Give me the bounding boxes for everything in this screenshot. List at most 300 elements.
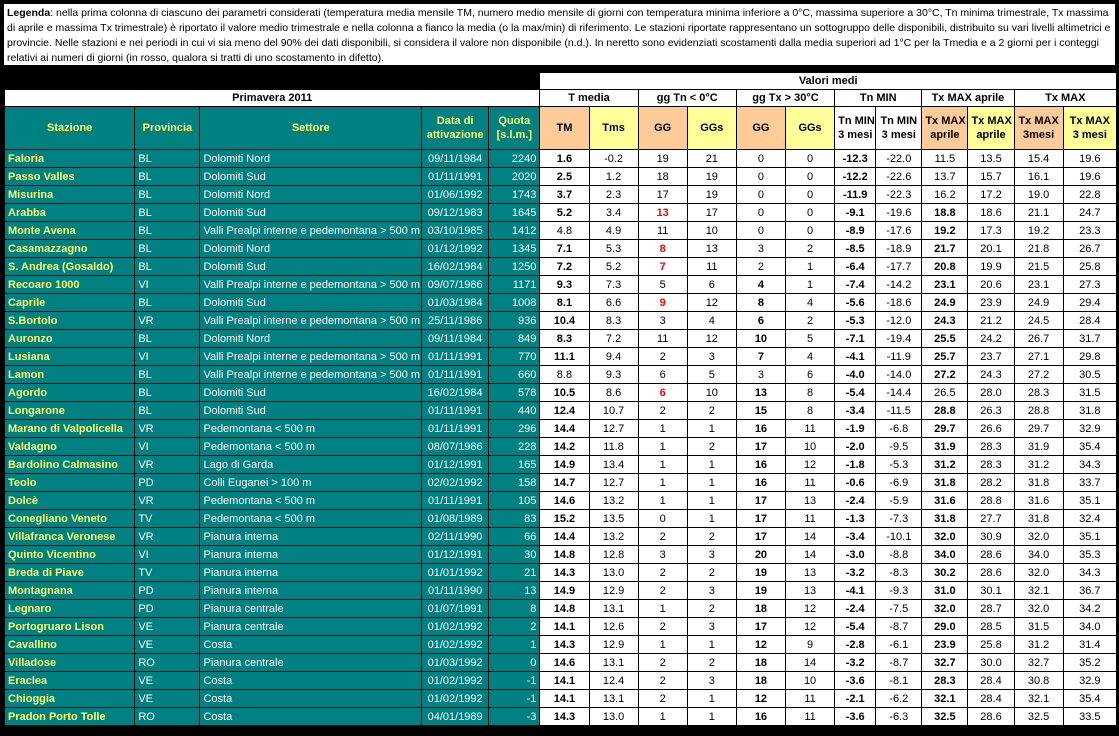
- group-header: Tx MAX: [1014, 90, 1116, 107]
- altitude: 578: [489, 384, 540, 402]
- value-cell: 2: [638, 582, 687, 600]
- value-cell: -5.9: [876, 492, 922, 510]
- value-cell: -8.7: [876, 654, 922, 672]
- sub-header-line1: Tx MAX: [1069, 115, 1110, 127]
- value-cell: 35.2: [1063, 654, 1116, 672]
- activation-date: 25/11/1986: [422, 312, 489, 330]
- sub-header-line1: TM: [556, 122, 573, 134]
- activation-date: 01/11/1991: [422, 348, 489, 366]
- value-cell: 30.1: [968, 582, 1014, 600]
- value-cell: 18: [736, 654, 785, 672]
- value-cell: 13: [687, 240, 736, 258]
- value-cell: 12.9: [589, 636, 638, 654]
- station-name: Quinto Vicentino: [5, 546, 135, 564]
- value-cell: 4: [786, 294, 835, 312]
- value-cell: 0: [736, 204, 785, 222]
- table-row: [5, 186, 1117, 204]
- value-cell: 24.3: [968, 366, 1014, 384]
- value-cell: 19.9: [968, 258, 1014, 276]
- value-cell: 1: [638, 492, 687, 510]
- value-cell: 23.1: [922, 276, 968, 294]
- province: BL: [135, 204, 200, 222]
- value-cell: 17: [736, 618, 785, 636]
- activation-date: 09/07/1986: [422, 276, 489, 294]
- altitude: 2240: [489, 150, 540, 168]
- value-cell: 1: [638, 438, 687, 456]
- activation-date: 03/10/1985: [422, 222, 489, 240]
- value-cell: 28.8: [1014, 402, 1063, 420]
- value-cell: 3: [736, 240, 785, 258]
- header-spacer: [5, 73, 540, 90]
- value-cell: 24.9: [922, 294, 968, 312]
- value-cell: 11.1: [540, 348, 589, 366]
- sector: Dolomiti Nord: [200, 186, 422, 204]
- value-cell: 0: [736, 168, 785, 186]
- sub-header: [876, 107, 922, 150]
- altitude: 8: [489, 600, 540, 618]
- value-cell: 1: [687, 456, 736, 474]
- sector: Valli Prealpi interne e pedemontana > 500 m: [200, 348, 422, 366]
- sub-header-line1: Tx MAX: [971, 115, 1012, 127]
- value-cell: -8.3: [876, 564, 922, 582]
- sector: Dolomiti Nord: [200, 240, 422, 258]
- value-cell: 6: [736, 312, 785, 330]
- value-cell: 31.8: [922, 510, 968, 528]
- sector: Pedemontana < 500 m: [200, 438, 422, 456]
- value-cell: 27.2: [922, 366, 968, 384]
- sector: Dolomiti Sud: [200, 258, 422, 276]
- sector: Pedemontana < 500 m: [200, 420, 422, 438]
- value-cell: 28.6: [968, 708, 1014, 726]
- sub-header-line2: 3 mesi: [838, 129, 873, 141]
- value-cell: 3: [638, 546, 687, 564]
- value-cell: 15: [736, 402, 785, 420]
- value-cell: 27.7: [968, 510, 1014, 528]
- value-cell: 10.5: [540, 384, 589, 402]
- value-cell: 27.3: [1063, 276, 1116, 294]
- activation-date: 02/11/1990: [422, 528, 489, 546]
- value-cell: 1: [687, 492, 736, 510]
- table-row: [5, 402, 1117, 420]
- value-cell: 14: [786, 528, 835, 546]
- value-cell: 31.0: [922, 582, 968, 600]
- value-cell: -1.9: [835, 420, 876, 438]
- value-cell: 14.6: [540, 492, 589, 510]
- value-cell: 34.0: [1014, 546, 1063, 564]
- value-cell: -2.1: [835, 690, 876, 708]
- activation-date: 01/06/1992: [422, 186, 489, 204]
- value-cell: 0: [786, 150, 835, 168]
- province: VE: [135, 636, 200, 654]
- province: VR: [135, 312, 200, 330]
- value-cell: 35.4: [1063, 690, 1116, 708]
- value-cell: 17.2: [968, 186, 1014, 204]
- sub-header: [1063, 107, 1116, 150]
- value-cell: 35.1: [1063, 492, 1116, 510]
- value-cell: 30.5: [1063, 366, 1116, 384]
- value-cell: -3.6: [835, 708, 876, 726]
- table-row: [5, 348, 1117, 366]
- station-name: Casamazzagno: [5, 240, 135, 258]
- sub-header: [589, 107, 638, 150]
- value-cell: 34.3: [1063, 564, 1116, 582]
- value-cell: 5.2: [540, 204, 589, 222]
- value-cell: -4.1: [835, 582, 876, 600]
- province: PD: [135, 600, 200, 618]
- value-cell: 21.5: [1014, 258, 1063, 276]
- value-cell: 2.5: [540, 168, 589, 186]
- province: BL: [135, 330, 200, 348]
- value-cell: 3.7: [540, 186, 589, 204]
- province: VI: [135, 438, 200, 456]
- value-cell: -5.4: [835, 384, 876, 402]
- value-cell: 12: [736, 690, 785, 708]
- value-cell: 7.2: [589, 330, 638, 348]
- value-cell: -18.6: [876, 294, 922, 312]
- station-name: Marano di Valpolicella: [5, 420, 135, 438]
- value-cell: 10: [687, 222, 736, 240]
- station-name: Caprile: [5, 294, 135, 312]
- value-cell: 1.2: [589, 168, 638, 186]
- value-cell: 3.4: [589, 204, 638, 222]
- province: BL: [135, 240, 200, 258]
- value-cell: 23.9: [968, 294, 1014, 312]
- altitude: 1412: [489, 222, 540, 240]
- value-cell: 15.2: [540, 510, 589, 528]
- value-cell: 32.5: [922, 708, 968, 726]
- table-row: [5, 366, 1117, 384]
- value-cell: -1.3: [835, 510, 876, 528]
- table-row: [5, 240, 1117, 258]
- value-cell: 1: [638, 474, 687, 492]
- value-cell: -7.3: [876, 510, 922, 528]
- activation-date: 01/08/1989: [422, 510, 489, 528]
- value-cell: 12.4: [589, 672, 638, 690]
- value-cell: 12: [786, 456, 835, 474]
- value-cell: 28.3: [968, 456, 1014, 474]
- value-cell: 21.8: [1014, 240, 1063, 258]
- value-cell: 30.9: [968, 528, 1014, 546]
- value-cell: 29.4: [1063, 294, 1116, 312]
- value-cell: 15.4: [1014, 150, 1063, 168]
- value-cell: 7.1: [540, 240, 589, 258]
- station-name: Conegliano Veneto: [5, 510, 135, 528]
- province: BL: [135, 258, 200, 276]
- value-cell: -9.3: [876, 582, 922, 600]
- station-name: Auronzo: [5, 330, 135, 348]
- sub-header: [786, 107, 835, 150]
- value-cell: 10: [687, 384, 736, 402]
- activation-date: 01/11/1991: [422, 420, 489, 438]
- value-cell: -6.3: [876, 708, 922, 726]
- sub-header-line1: GGs: [700, 122, 724, 134]
- value-cell: -7.1: [835, 330, 876, 348]
- value-cell: 24.2: [968, 330, 1014, 348]
- value-cell: 10: [786, 672, 835, 690]
- value-cell: 1: [687, 420, 736, 438]
- value-cell: 20.6: [968, 276, 1014, 294]
- table-row: [5, 330, 1117, 348]
- station-name: Agordo: [5, 384, 135, 402]
- sub-header: [835, 107, 876, 150]
- value-cell: 3: [736, 366, 785, 384]
- value-cell: 23.3: [1063, 222, 1116, 240]
- value-cell: 19: [736, 564, 785, 582]
- value-cell: 25.7: [922, 348, 968, 366]
- table-row: [5, 474, 1117, 492]
- sector: Dolomiti Sud: [200, 384, 422, 402]
- province: VI: [135, 546, 200, 564]
- value-cell: 31.5: [1063, 384, 1116, 402]
- value-cell: 14.3: [540, 636, 589, 654]
- value-cell: -4.0: [835, 366, 876, 384]
- value-cell: 17: [736, 438, 785, 456]
- table-row: [5, 222, 1117, 240]
- value-cell: 0: [786, 204, 835, 222]
- value-cell: -11.9: [876, 348, 922, 366]
- value-cell: 14.9: [540, 582, 589, 600]
- value-cell: 32.1: [1014, 690, 1063, 708]
- value-cell: 29.8: [1063, 348, 1116, 366]
- value-cell: 26.7: [1063, 240, 1116, 258]
- col-data-attivazione: [422, 107, 489, 150]
- value-cell: 2: [638, 654, 687, 672]
- altitude: -3: [489, 708, 540, 726]
- value-cell: 14.2: [540, 438, 589, 456]
- altitude: 1250: [489, 258, 540, 276]
- value-cell: 23.9: [922, 636, 968, 654]
- value-cell: -0.6: [835, 474, 876, 492]
- value-cell: -2.4: [835, 600, 876, 618]
- value-cell: 35.3: [1063, 546, 1116, 564]
- value-cell: 16: [736, 708, 785, 726]
- activation-date: 01/12/1992: [422, 240, 489, 258]
- value-cell: -0.2: [589, 150, 638, 168]
- value-cell: 32.0: [1014, 528, 1063, 546]
- sector: Dolomiti Sud: [200, 168, 422, 186]
- sub-header-line2: 3 mesi: [881, 129, 916, 141]
- value-cell: 1.6: [540, 150, 589, 168]
- altitude: 770: [489, 348, 540, 366]
- sector: Dolomiti Nord: [200, 330, 422, 348]
- value-cell: 31.8: [1014, 474, 1063, 492]
- legend-label: Legenda: [7, 7, 51, 19]
- value-cell: -12.2: [835, 168, 876, 186]
- value-cell: 13.0: [589, 708, 638, 726]
- sector: Valli Prealpi interne e pedemontana > 500 m: [200, 312, 422, 330]
- value-cell: 13.1: [589, 600, 638, 618]
- value-cell: 14.7: [540, 474, 589, 492]
- value-cell: -6.2: [876, 690, 922, 708]
- table-row: [5, 384, 1117, 402]
- value-cell: 34.3: [1063, 456, 1116, 474]
- value-cell: 10.7: [589, 402, 638, 420]
- value-cell: 28.6: [968, 564, 1014, 582]
- value-cell: 28.0: [968, 384, 1014, 402]
- table-body: [5, 150, 1117, 726]
- value-cell: 21: [687, 150, 736, 168]
- value-cell: 13: [786, 564, 835, 582]
- sub-header-line2: 3mesi: [1023, 129, 1055, 141]
- value-cell: 31.9: [1014, 438, 1063, 456]
- activation-date: 01/07/1991: [422, 600, 489, 618]
- province: BL: [135, 168, 200, 186]
- value-cell: 24.9: [1014, 294, 1063, 312]
- value-cell: -12.0: [876, 312, 922, 330]
- value-cell: 19.6: [1063, 168, 1116, 186]
- value-cell: 30.2: [922, 564, 968, 582]
- value-cell: 34.0: [1063, 618, 1116, 636]
- value-cell: 28.4: [1063, 312, 1116, 330]
- province: TV: [135, 564, 200, 582]
- sub-header-line1: GG: [654, 122, 672, 134]
- value-cell: 20.1: [968, 240, 1014, 258]
- table-row: [5, 672, 1117, 690]
- value-cell: -11.5: [876, 402, 922, 420]
- activation-date: 01/03/1984: [422, 294, 489, 312]
- valori-medi-header: Valori medi: [540, 73, 1117, 90]
- table-row: [5, 690, 1117, 708]
- value-cell: 13: [786, 492, 835, 510]
- value-cell: 1: [687, 474, 736, 492]
- value-cell: 13: [786, 582, 835, 600]
- table-row: [5, 204, 1117, 222]
- group-header: gg Tn < 0°C: [638, 90, 736, 107]
- value-cell: 2: [687, 528, 736, 546]
- value-cell: 14.3: [540, 708, 589, 726]
- value-cell: 28.4: [968, 690, 1014, 708]
- value-cell: 14.3: [540, 564, 589, 582]
- header-row-1: [5, 73, 1117, 90]
- sub-header: [687, 107, 736, 150]
- value-cell: 8: [736, 294, 785, 312]
- table-row: [5, 582, 1117, 600]
- province: BL: [135, 402, 200, 420]
- value-cell: -6.4: [835, 258, 876, 276]
- col-stazione: Stazione: [5, 107, 135, 150]
- col-quota-line1: Quota: [498, 115, 531, 127]
- value-cell: 1: [687, 636, 736, 654]
- value-cell: 1: [687, 690, 736, 708]
- value-cell: 16.2: [922, 186, 968, 204]
- value-cell: 12.7: [589, 420, 638, 438]
- value-cell: 4: [736, 276, 785, 294]
- value-cell: 1: [638, 456, 687, 474]
- activation-date: 16/02/1984: [422, 384, 489, 402]
- value-cell: 20.8: [922, 258, 968, 276]
- value-cell: 30.8: [1014, 672, 1063, 690]
- value-cell: 19: [687, 168, 736, 186]
- activation-date: 01/02/1992: [422, 636, 489, 654]
- value-cell: 28.3: [922, 672, 968, 690]
- altitude: 1: [489, 636, 540, 654]
- value-cell: 28.3: [968, 438, 1014, 456]
- value-cell: 18.8: [922, 204, 968, 222]
- value-cell: 11: [638, 222, 687, 240]
- activation-date: 01/02/1992: [422, 618, 489, 636]
- sub-header-line2: aprile: [930, 129, 960, 141]
- value-cell: 9: [786, 636, 835, 654]
- value-cell: 3: [687, 672, 736, 690]
- value-cell: 14.6: [540, 654, 589, 672]
- value-cell: 16: [736, 456, 785, 474]
- province: VR: [135, 420, 200, 438]
- value-cell: 3: [687, 618, 736, 636]
- value-cell: 4.8: [540, 222, 589, 240]
- value-cell: -18.9: [876, 240, 922, 258]
- value-cell: 19.2: [922, 222, 968, 240]
- value-cell: -14.0: [876, 366, 922, 384]
- value-cell: 6: [687, 276, 736, 294]
- value-cell: 8.3: [540, 330, 589, 348]
- value-cell: 5: [786, 330, 835, 348]
- value-cell: 19: [736, 582, 785, 600]
- value-cell: 31.8: [1063, 402, 1116, 420]
- value-cell: 6: [786, 366, 835, 384]
- province: VR: [135, 528, 200, 546]
- value-cell: 8: [786, 384, 835, 402]
- sub-header-line1: GG: [752, 122, 770, 134]
- sector: Dolomiti Sud: [200, 402, 422, 420]
- value-cell: 17: [638, 186, 687, 204]
- value-cell: 5: [687, 366, 736, 384]
- value-cell: 32.1: [922, 690, 968, 708]
- value-cell: 13.2: [589, 492, 638, 510]
- table-row: [5, 438, 1117, 456]
- value-cell: 13.5: [968, 150, 1014, 168]
- table-row: [5, 600, 1117, 618]
- value-cell: 34.0: [922, 546, 968, 564]
- value-cell: -4.1: [835, 348, 876, 366]
- value-cell: 2: [736, 258, 785, 276]
- value-cell: 17: [736, 528, 785, 546]
- station-name: Portogruaro Lison: [5, 618, 135, 636]
- group-header: gg Tx > 30°C: [736, 90, 834, 107]
- sector: Valli Prealpi interne e pedemontana > 500 m: [200, 222, 422, 240]
- value-cell: 2: [687, 438, 736, 456]
- value-cell: 1: [638, 636, 687, 654]
- activation-date: 01/11/1990: [422, 582, 489, 600]
- activation-date: 09/12/1983: [422, 204, 489, 222]
- sub-header: [1014, 107, 1063, 150]
- value-cell: 24.5: [1014, 312, 1063, 330]
- altitude: 21: [489, 564, 540, 582]
- legend: [4, 4, 1115, 65]
- value-cell: -2.8: [835, 636, 876, 654]
- value-cell: 19.0: [1014, 186, 1063, 204]
- value-cell: -2.4: [835, 492, 876, 510]
- table-row: [5, 168, 1117, 186]
- value-cell: 2: [687, 654, 736, 672]
- value-cell: 16: [736, 420, 785, 438]
- value-cell: 2: [786, 240, 835, 258]
- value-cell: 21.1: [1014, 204, 1063, 222]
- value-cell: -8.1: [876, 672, 922, 690]
- value-cell: 31.8: [1014, 510, 1063, 528]
- value-cell: 25.5: [922, 330, 968, 348]
- header-row-2: [5, 90, 1117, 107]
- value-cell: 16: [736, 474, 785, 492]
- station-name: Villafranca Veronese: [5, 528, 135, 546]
- station-name: Teolo: [5, 474, 135, 492]
- value-cell: 3: [687, 348, 736, 366]
- sector: Pianura interna: [200, 528, 422, 546]
- value-cell: 27.2: [1014, 366, 1063, 384]
- activation-date: 02/02/1992: [422, 474, 489, 492]
- station-name: Misurina: [5, 186, 135, 204]
- value-cell: 19.2: [1014, 222, 1063, 240]
- value-cell: 3: [687, 546, 736, 564]
